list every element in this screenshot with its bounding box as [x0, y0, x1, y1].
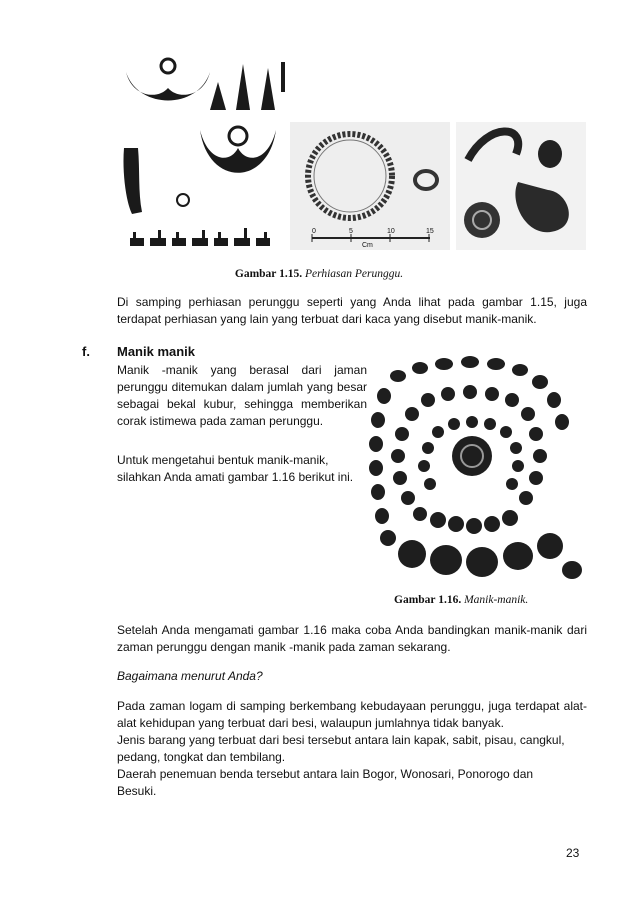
- figure-1-16-caption-label: Gambar 1.16.: [394, 594, 462, 606]
- section-f-paragraph-2: Untuk mengetahui bentuk manik-manik, silahkan Anda amati gambar 1.16 berikut ini.: [117, 453, 354, 484]
- scale-tick-10: 10: [387, 228, 395, 235]
- scale-tick-0: 0: [312, 228, 316, 235]
- crescent-pendant-1: [126, 72, 210, 101]
- crescent-pendant-2: [200, 130, 276, 173]
- scale-tick-5: 5: [349, 228, 353, 235]
- figure-1-16-image: [368, 352, 586, 584]
- compare-paragraph: Setelah Anda mengamati gambar 1.16 maka coba Anda bandingkan manik-manik dari zaman perunggu dengan manik -manik pada zaman sekarang.: [117, 623, 587, 654]
- section-f-paragraph-1: Manik -manik yang berasal dari jaman perunggu ditemukan dalam jumlah yang besar sebagai bekal kubur, sehingga memberikan corak istimewa pada zaman perunggu.: [117, 363, 367, 428]
- large-bead-row: [398, 510, 582, 579]
- center-spiral-bead: [452, 436, 492, 476]
- figure-1-15-image: [118, 52, 598, 260]
- figure-1-16-caption: [394, 594, 594, 606]
- iron-paragraph: Pada zaman logam di samping berkembang kebudayaan perunggu, juga terdapat alat-alat kehidupan yang terbuat dari besi, walaupun jumlahnya tidak banyak.: [117, 699, 587, 730]
- scale-unit: Cm: [362, 242, 373, 249]
- figure-1-15-caption: [0, 268, 638, 280]
- figure-1-15-caption-label: Gambar 1.15.: [234, 268, 303, 280]
- figure-1-16-caption-text: Manik-manik.: [464, 594, 529, 606]
- iron-locations: Daerah penemuan benda tersebut antara lain Bogor, Wonosari, Ponorogo dan Besuki.: [117, 767, 534, 798]
- figure-1-15-caption-text: Perhiasan Perunggu.: [304, 268, 404, 280]
- section-f-marker: f.: [82, 344, 90, 359]
- iron-items: Jenis barang yang terbuat dari besi tersebut antara lain kapak, sabit, pisau, cangkul, pedang, tongkat dan tembilang.: [117, 733, 565, 764]
- question-line: Bagaimana menurut Anda?: [117, 669, 263, 683]
- section-f-title: Manik manik: [117, 344, 196, 359]
- spiral-bead: [464, 202, 500, 238]
- intro-paragraph: Di samping perhiasan perunggu seperti yang Anda lihat pada gambar 1.15, juga terdapat perhiasan yang lain yang terbuat dari kaca yang disebut manik-manik.: [117, 295, 587, 326]
- bell-pendant-1: [210, 82, 226, 110]
- scale-tick-15: 15: [426, 228, 434, 235]
- page-number: 23: [566, 846, 580, 860]
